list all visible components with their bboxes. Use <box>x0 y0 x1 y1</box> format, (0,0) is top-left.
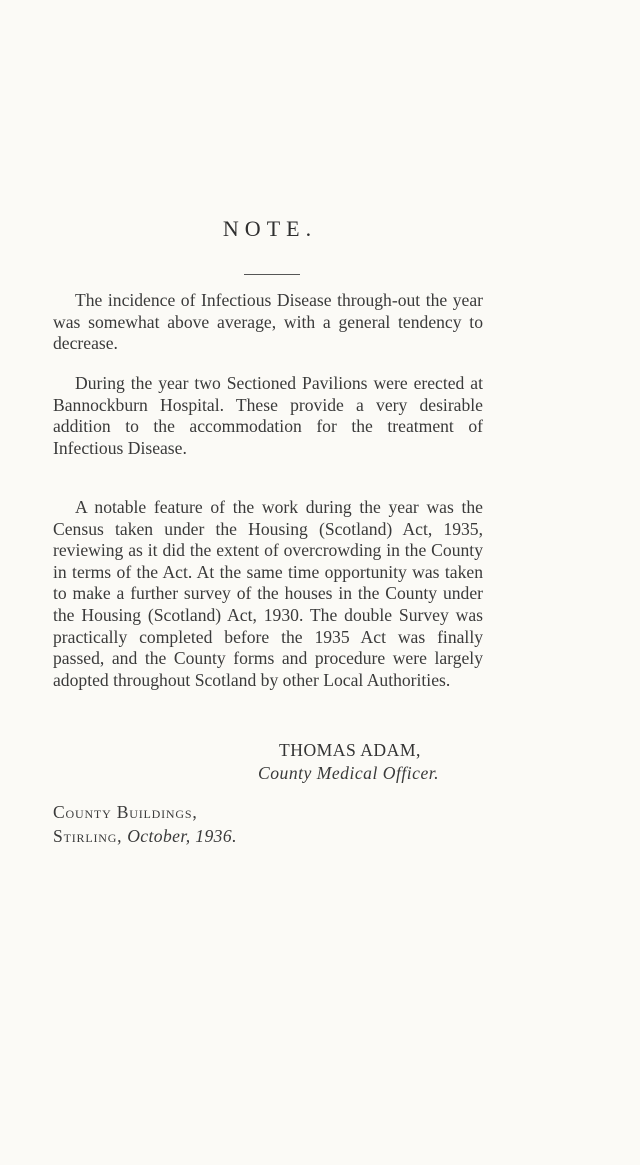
page-heading: NOTE. <box>222 216 318 241</box>
heading-rule <box>244 274 300 275</box>
paragraph-housing-census: A notable feature of the work during the year was the Census taken under the Housing (Scotland) Act, 1935, reviewing as it did the extent of overcrowding in the County in terms of the Act. At the same time opportunity was taken to make a further survey of the houses in the County under the Housing (Scotland) Act, 1930. The double Survey was practically completed before the 1935 Act was finally passed, and the County forms and procedure were largely adopted throughout Scotland by other Local Authorities. <box>53 497 483 690</box>
date: October, 1936. <box>127 826 237 846</box>
place: Stirling, <box>53 826 123 846</box>
signatory-name: THOMAS ADAM, <box>279 740 421 760</box>
address-line: County Buildings, <box>53 802 198 822</box>
signatory-title: County Medical Officer. <box>258 763 440 783</box>
paragraph-infectious-disease: The incidence of Infectious Disease through-out the year was somewhat above average, with a general tendency to decrease. <box>53 290 483 354</box>
place-and-date <box>53 826 237 847</box>
paragraph-pavilions: During the year two Sectioned Pavilions were erected at Bannockburn Hospital. These provide a very desirable addition to the accommodation for the treatment of Infectious Disease. <box>53 373 483 458</box>
